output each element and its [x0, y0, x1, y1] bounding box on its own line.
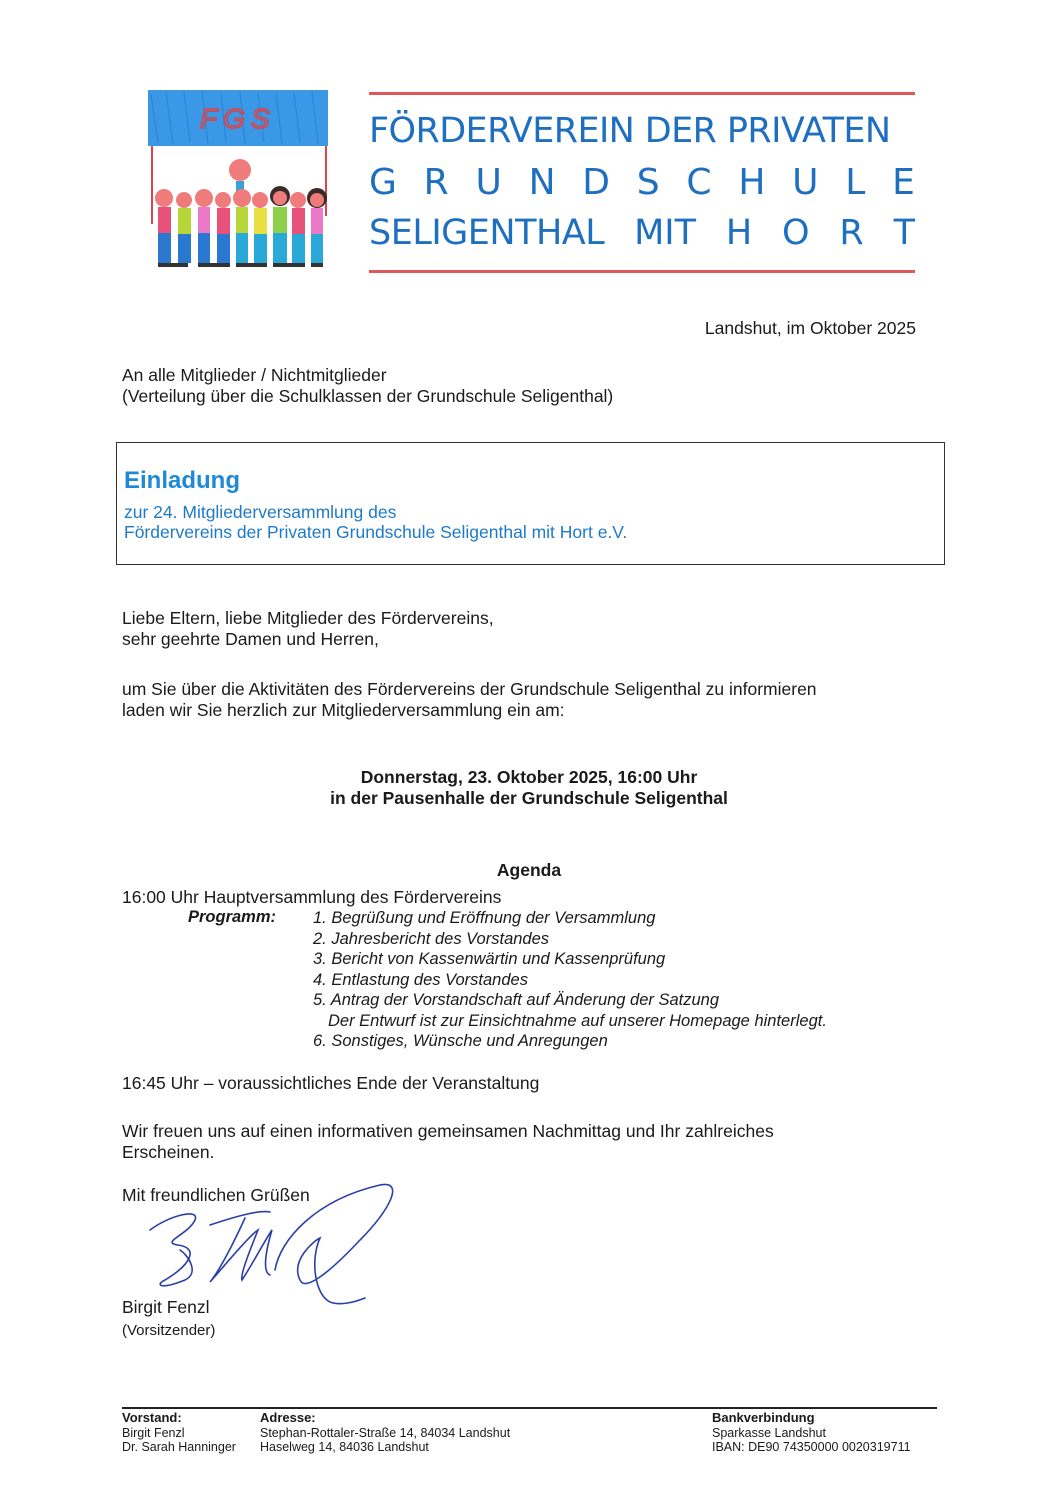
event-details [0, 767, 1058, 809]
title-letter: O [781, 213, 810, 253]
program-item: 6. Sonstiges, Wünsche und Anregungen [313, 1032, 608, 1050]
footer-address-line: Haselweg 14, 84036 Landshut [260, 1440, 429, 1454]
recipients [122, 365, 613, 407]
invitation-box [116, 442, 945, 565]
regards: Mit freundlichen Grüßen [122, 1185, 310, 1205]
invitation-line2: Fördervereins der Privaten Grundschule Seligenthal mit Hort e.V. [124, 522, 628, 542]
header-rule-top [369, 92, 915, 95]
title-letter: R [839, 213, 864, 253]
agenda-end-line: 16:45 Uhr – voraussichtliches Ende der Veranstaltung [122, 1073, 540, 1093]
title-letter: N [528, 162, 556, 203]
event-datetime: Donnerstag, 23. Oktober 2025, 16:00 Uhr [360, 767, 698, 787]
footer-board-heading: Vorstand: [122, 1410, 182, 1425]
program-item: 3. Bericht von Kassenwärtin und Kassenprüfung [313, 950, 666, 968]
title-word-seligenthal: SELIGENTHAL [369, 213, 605, 253]
org-title-line3 [369, 213, 915, 253]
handwritten-signature-icon [140, 1180, 410, 1310]
event-location: in der Pausenhalle der Grundschule Seligenthal [330, 788, 728, 808]
footer-bank [712, 1411, 911, 1455]
title-letter: L [845, 162, 866, 203]
title-letter: C [686, 162, 712, 203]
org-title-line1: FÖRDERVEREIN DER PRIVATEN [369, 111, 891, 151]
intro-line2: laden wir Sie herzlich zur Mitgliederversammlung ein am: [122, 700, 565, 720]
recipients-line1: An alle Mitglieder / Nichtmitglieder [122, 365, 387, 385]
agenda-main-item: 16:00 Uhr Hauptversammlung des Fördervereins [122, 887, 502, 907]
signer-name: Birgit Fenzl [122, 1297, 210, 1317]
invitation-title: Einladung [124, 467, 240, 494]
children-drawing-logo [146, 88, 334, 272]
footer-board [122, 1411, 236, 1455]
footer-board-member: Dr. Sarah Hanninger [122, 1440, 236, 1454]
program-label: Programm: [188, 908, 277, 926]
title-letter: D [582, 162, 611, 203]
title-letter: G [369, 162, 397, 203]
title-word-mit: MIT [634, 213, 696, 253]
title-letter: R [423, 162, 449, 203]
header-rule-bottom [369, 270, 915, 273]
program-item: 1. Begrüßung und Eröffnung der Versammlung [313, 909, 656, 927]
program-item: 5. Antrag der Vorstandschaft auf Änderung der Satzung [313, 991, 720, 1009]
greeting [122, 608, 494, 650]
title-letter: H [725, 213, 753, 253]
closing-paragraph [122, 1121, 774, 1163]
program-list [313, 908, 827, 1052]
org-title-line2 [369, 162, 915, 203]
agenda-heading: Agenda [496, 860, 562, 880]
signer-role: (Vorsitzender) [122, 1322, 216, 1339]
footer-bank-heading: Bankverbindung [712, 1410, 815, 1425]
greeting-line2: sehr geehrte Damen und Herren, [122, 629, 379, 649]
closing-line1: Wir freuen uns auf einen informativen gemeinsamen Nachmittag und Ihr zahlreiches [122, 1121, 774, 1141]
title-letter: E [892, 162, 915, 203]
footer-address-line: Stephan-Rottaler-Straße 14, 84034 Landshut [260, 1425, 511, 1440]
date-line: Landshut, im Oktober 2025 [704, 318, 916, 338]
invitation-subtitle [124, 502, 627, 542]
footer-rule [122, 1407, 937, 1409]
program-item-note: Der Entwurf ist zur Einsichtnahme auf unserer Homepage hinterlegt. [328, 1011, 827, 1030]
program-item: 4. Entlastung des Vorstandes [313, 970, 528, 989]
footer-bank-iban: IBAN: DE90 74350000 0020319711 [712, 1440, 911, 1454]
footer-bank-name: Sparkasse Landshut [712, 1425, 826, 1440]
greeting-line1: Liebe Eltern, liebe Mitglieder des Fördervereins, [122, 608, 494, 628]
program-item: 2. Jahresbericht des Vorstandes [313, 929, 550, 948]
invitation-line1: zur 24. Mitgliederversammlung des [124, 502, 397, 522]
intro-paragraph [122, 679, 817, 721]
title-letter: T [893, 213, 915, 253]
footer-address-heading: Adresse: [260, 1410, 316, 1425]
footer-board-member: Birgit Fenzl [122, 1425, 185, 1440]
logo-banner-text: FGS [200, 103, 276, 134]
title-letter: U [475, 162, 502, 203]
recipients-line2: (Verteilung über die Schulklassen der Grundschule Seligenthal) [122, 386, 614, 406]
children-figures [155, 186, 327, 263]
title-letter: H [738, 162, 766, 203]
intro-line1: um Sie über die Aktivitäten des Fördervereins der Grundschule Seligenthal zu informieren [122, 679, 817, 699]
title-letter: U [792, 162, 819, 203]
closing-line2: Erscheinen. [122, 1142, 215, 1162]
footer-address [260, 1411, 510, 1455]
logo-drawing [146, 88, 334, 272]
title-letter: S [636, 162, 660, 203]
